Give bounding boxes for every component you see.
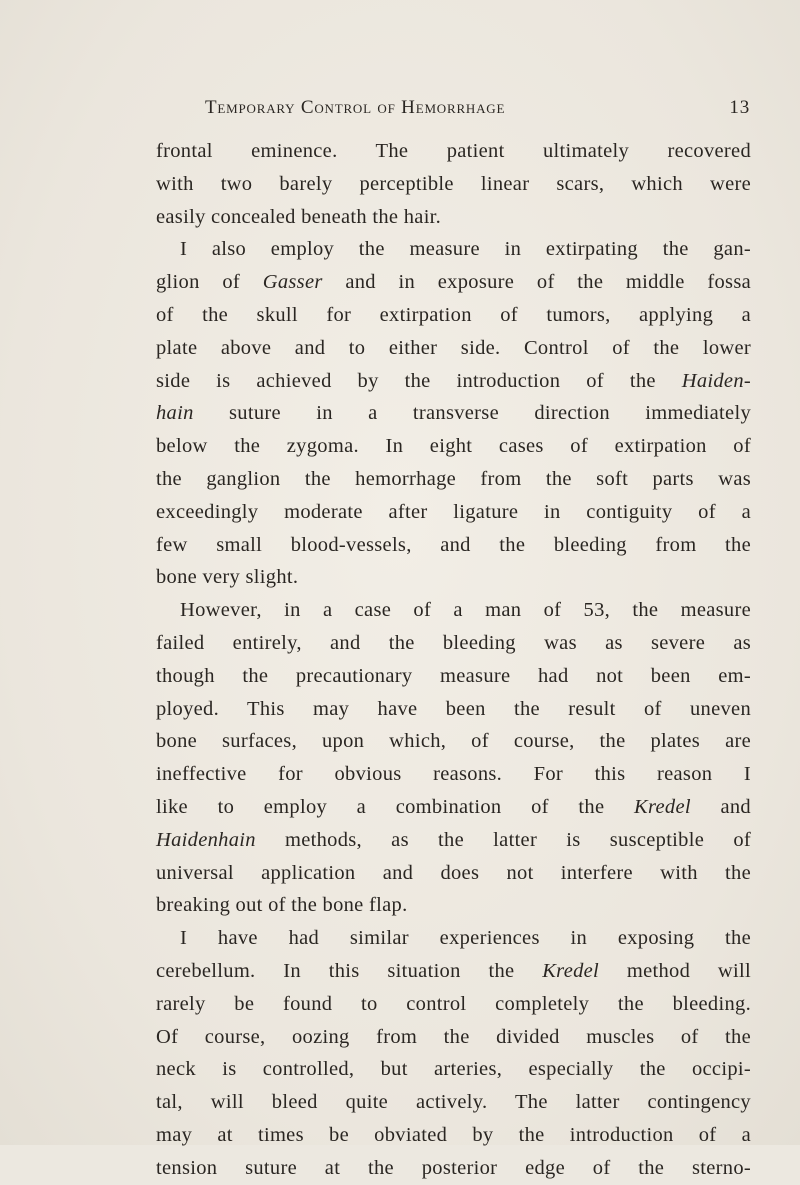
text-line: Haidenhain methods, as the latter is susceptible of: [156, 828, 751, 851]
page-number: 13: [729, 97, 750, 118]
text-line: rarely be found to control completely the bleeding.: [156, 992, 751, 1015]
text-line: Of course, oozing from the divided muscles of the: [156, 1025, 751, 1048]
running-head-title: Temporary Control of Hemorrhage: [205, 97, 506, 118]
text-line: few small blood-vessels, and the bleeding from the: [156, 533, 751, 556]
text-line: hain suture in a transverse direction immediately: [156, 402, 751, 425]
text-line: However, in a case of a man of 53, the measure: [180, 599, 751, 622]
text-line: failed entirely, and the bleeding was as severe as: [156, 631, 751, 654]
text-line: cerebellum. In this situation the Kredel method will: [156, 959, 752, 982]
text-line: neck is controlled, but arteries, especially the occipi-: [156, 1058, 751, 1081]
text-line: easily concealed beneath the hair.: [156, 205, 442, 228]
text-line: may at times be obviated by the introduction of a: [156, 1123, 751, 1146]
text-line: side is achieved by the introduction of the Haiden-: [156, 369, 751, 392]
text-line: plate above and to either side. Control of the lower: [156, 336, 751, 359]
text-line: universal application and does not interfere with the: [156, 861, 751, 884]
text-line: exceedingly moderate after ligature in contiguity of a: [156, 500, 751, 523]
text-line: bone surfaces, upon which, of course, the plates are: [156, 730, 751, 753]
text-line: of the skull for extirpation of tumors, applying a: [156, 303, 751, 326]
text-line: bone very slight.: [156, 566, 299, 589]
text-line: I have had similar experiences in exposing the: [180, 927, 751, 950]
text-line: with two barely perceptible linear scars, which were: [156, 172, 751, 195]
running-head: [205, 97, 750, 123]
text-line: like to employ a combination of the Kredel and: [156, 795, 751, 818]
text-line: I also employ the measure in extirpating the gan-: [180, 238, 751, 261]
text-line: breaking out of the bone flap.: [156, 894, 408, 917]
text-line: glion of Gasser and in exposure of the middle fossa: [156, 271, 751, 294]
text-line: tension suture at the posterior edge of the sterno-: [156, 1156, 751, 1179]
text-line: frontal eminence. The patient ultimately recovered: [156, 140, 751, 162]
text-line: below the zygoma. In eight cases of extirpation of: [156, 435, 751, 458]
text-line: tal, will bleed quite actively. The latter contingency: [156, 1091, 751, 1114]
text-line: the ganglion the hemorrhage from the soft parts was: [156, 467, 751, 490]
body-text: [156, 135, 751, 1185]
text-line: ineffective for obvious reasons. For this reason I: [156, 763, 751, 786]
text-line: though the precautionary measure had not been em-: [156, 664, 751, 687]
text-line: ployed. This may have been the result of uneven: [156, 697, 751, 720]
